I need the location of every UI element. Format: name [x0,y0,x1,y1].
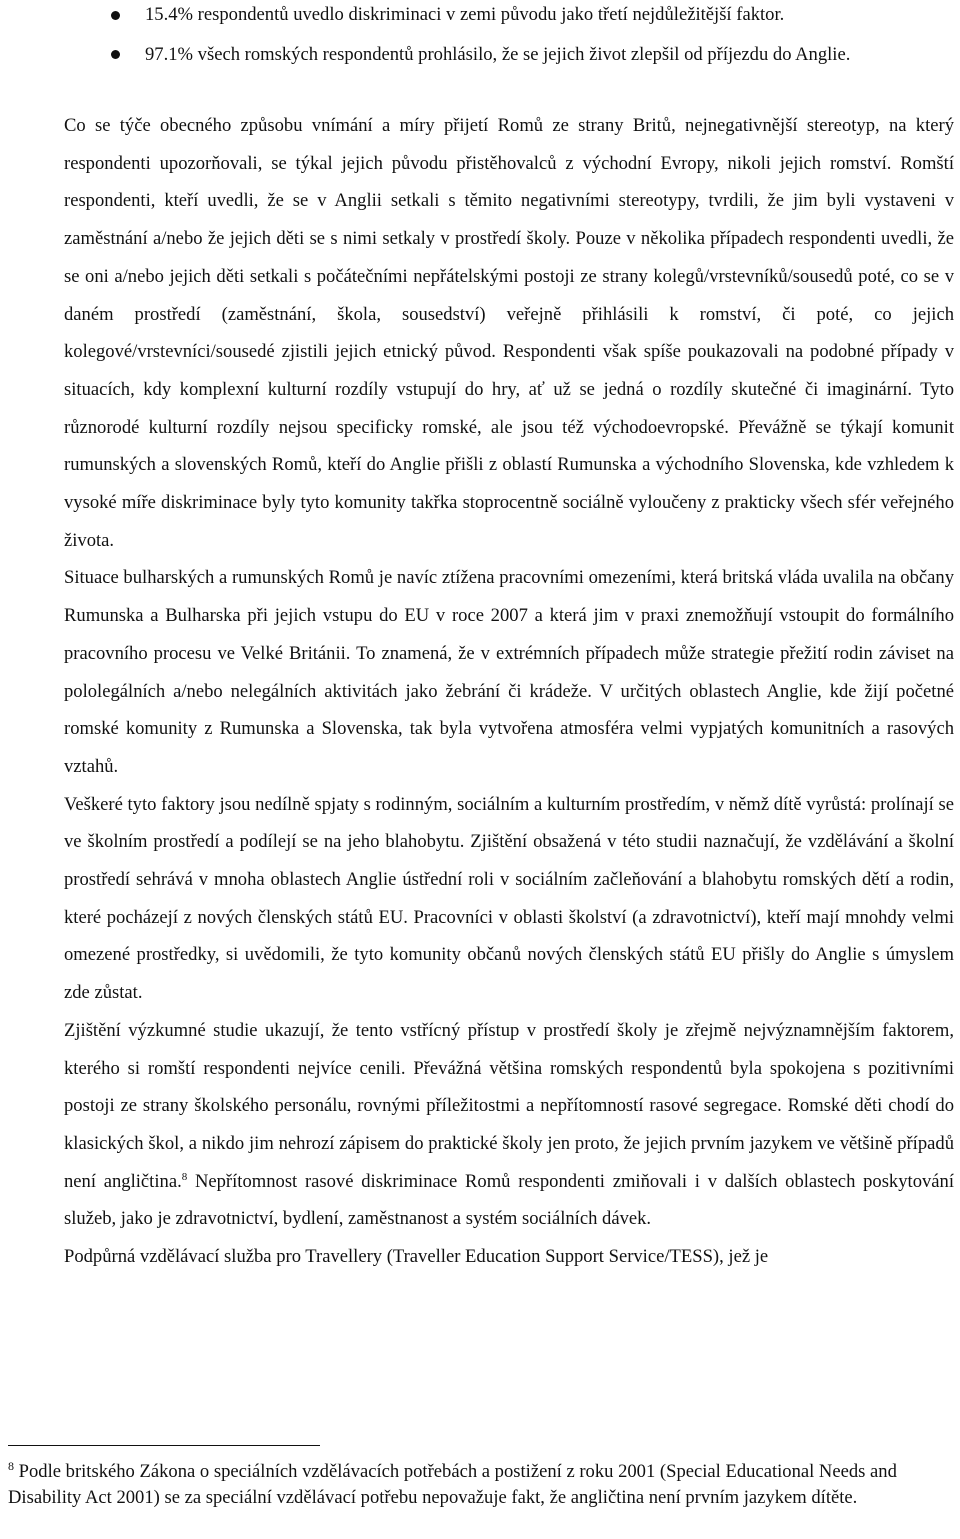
paragraph [64,1012,954,1238]
body-text [64,107,954,1276]
footnote-reference[interactable]: 8 [181,1170,188,1183]
bullet-text: 15.4% respondentů uvedlo diskriminaci v zemi původu jako třetí nejdůležitější faktor. [145,4,785,25]
paragraph-text: Nepřítomnost rasové diskriminace Romů respondenti zmiňovali i v dalších oblastech poskytování služeb, jako je zdravotnictví, bydlení, zaměstnanost a systém sociálních dávek. [64,1170,955,1230]
footnote [8,1459,953,1511]
bullet-dot-icon [111,11,120,20]
paragraph: Veškeré tyto faktory jsou nedílně spjaty s rodinným, sociálním a kulturním prostředím, v němž dítě vyrůstá: prolínají se ve školním prostředí a podílejí se na jeho blahobytu. Zjištění obsažená v této studii naznačují, že vzdělávání a školní prostředí sehrává v mnoha oblastech Anglie ústřední roli v sociálním začleňování a blahobytu romských dětí a rodin, které pocházejí z nových členských států EU. Pracovníci v oblasti školství (a zdravotnictví), kteří mají mnohdy velmi omezené prostředky, si uvědomili, že tyto komunity občanů nových členských států EU přišly do Anglie s úmyslem zde zůstat. [64,793,954,1004]
footnote-text: Podle britského Zákona o speciálních vzdělávacích potřebách a postižení z roku 2001 (Special Educational Needs and Disability Act 2001) se za speciální vzdělávací potřebu nepovažuje fakt, že angličtina není prvním jazykem dítěte. [8,1461,897,1508]
paragraph: Situace bulharských a rumunských Romů je navíc ztížena pracovními omezeními, která britská vláda uvalila na občany Rumunska a Bulharska při jejich vstupu do EU v roce 2007 a která jim v praxi znemožňují vstoupit do formálního pracovního procesu ve Velké Británii. To znamená, že v extrémních případech může strategie přežití rodin záviset na pololegálních a/nebo nelegálních aktivitách jako žebrání či krádeže. V určitých oblastech Anglie, kde žijí početné romské komunity z Rumunska a Slovenska, tak byla vytvořena atmosféra velmi vypjatých komunitních a rasových vztahů. [64,567,954,777]
bullet-text: 97.1% všech romských respondentů prohlásilo, že se jejich život zlepšil od příjezdu do Anglie. [145,44,851,65]
bullet-dot-icon [111,50,120,59]
footnote-separator [8,1445,320,1446]
paragraph: Podpůrná vzdělávací služba pro Travellery (Traveller Education Support Service/TESS), jež je [64,1246,769,1268]
paragraph: Co se týče obecného způsobu vnímání a míry přijetí Romů ze strany Britů, nejnegativnější stereotyp, na který respondenti upozorňovali, se týkal jejich původu přistěhovalců z východní Evropy, nikoli jejich romství. Romští respondenti, kteří uvedli, že se v Anglii setkali s těmito negativními stereotypy, tvrdili, že jim byli vystaveni v zaměstnání a/nebo že jejich děti se s nimi setkaly v prostředí školy. Pouze v několika případech respondenti uvedli, že se oni a/nebo jejich děti setkali s počátečními nepřátelskými postoji ze strany kolegů/vrstevníků/sousedů poté, co se v daném prostředí (zaměstnání, škola, sousedství) veřejně přihlásili k romství, či poté, co jejich kolegové/vrstevníci/sousedé zjistili jejich etnický původ. Respondenti však spíše poukazovali na podobné případy v situacích, kdy komplexní kulturní rozdíly vstupují do hry, ať už se jedná o rozdíly skutečné či imaginární. Tyto různorodé kulturní rozdíly nejsou specificky romské, ale jsou též východoevropské. Převážně se týkají komunit rumunských a slovenských Romů, kteří do Anglie přišli z oblastí Rumunska a východního Slovenska, kde vzhledem k vysoké míře diskriminace byly tyto komunity takřka stoprocentně sociálně vyloučeny z prakticky všech sfér veřejného života. [64,115,954,551]
footnote-mark: 8 [8,1458,14,1473]
paragraph-text: Zjištění výzkumné studie ukazují, že tento vstřícný přístup v prostředí školy je zřejmě nejvýznamnějším faktorem, kterého si romští respondenti nejvíce cenili. Převážná většina romských respondentů byla spokojena s pozitivními postoji ze strany školského personálu, rovnými příležitostmi a nepřítomností rasové segregace. Romské děti chodí do klasických škol, a nikdo jim nehrozí zápisem do praktické školy jen proto, že jejich prvním jazykem ve většině případů není angličtina. [64,1019,954,1192]
